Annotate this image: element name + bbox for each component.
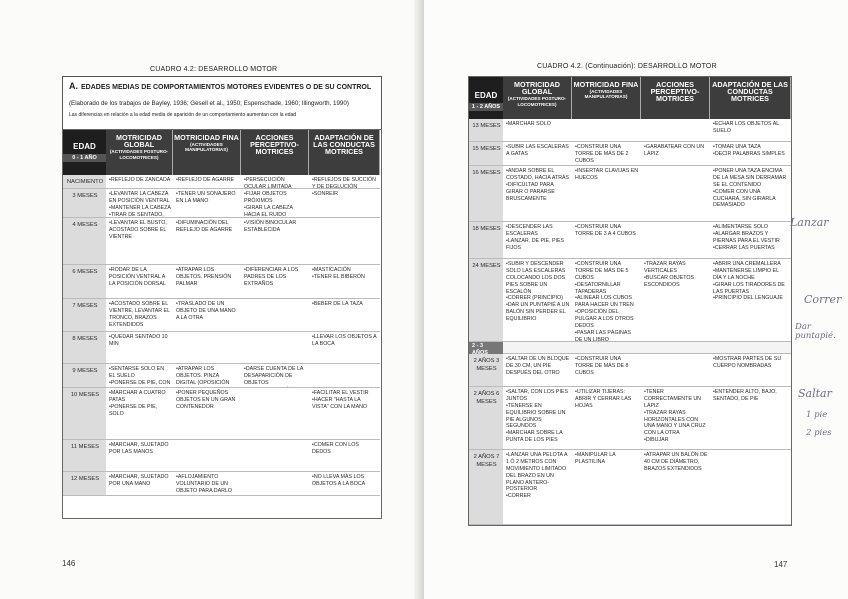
info-box xyxy=(62,76,382,131)
header-motricidad-fina: MOTRICIDAD FINA (ACTIVIDADES MANIPULATORIAS) xyxy=(572,77,641,119)
age-cell: 3 MESES xyxy=(63,189,106,218)
cell-acciones xyxy=(641,222,710,259)
cell-fina xyxy=(173,440,241,472)
left-caption: CUADRO 4.2: DESARROLLO MOTOR xyxy=(150,66,278,73)
header-edad: EDAD 1 - 2 AÑOS xyxy=(469,77,503,119)
header-acciones: ACCIONES PERCEPTIVO-MOTRICES xyxy=(241,130,309,175)
cell-global: •SUBIR LAS ESCALERAS A GATAS xyxy=(503,142,572,166)
separator-cell xyxy=(710,342,791,354)
header-edad: EDAD 0 - 1 AÑO xyxy=(63,130,106,175)
age-cell: 15 MESES xyxy=(469,142,503,166)
cell-global: •RODAR DE LA POSICIÓN VENTRAL A LA POSICIÓN DORSAL xyxy=(106,265,173,299)
age-cell: 24 MESES xyxy=(469,259,503,342)
cell-fina: •TENER UN SONAJERO EN LA MANO xyxy=(173,189,241,218)
cell-global: •MARCHAR A CUATRO PATAS •PONERSE DE PIE, SOLO xyxy=(106,388,173,440)
cell-acciones: •PERSECUCIÓN OCULAR LIMITADA xyxy=(241,175,309,189)
age-cell: 8 MESES xyxy=(63,332,106,364)
cell-adaptacion xyxy=(309,364,380,388)
right-page-number: 147 xyxy=(774,560,788,569)
age-cell: 10 MESES xyxy=(63,388,106,440)
cell-global: •MARCHAR SOLO xyxy=(503,119,572,142)
right-page xyxy=(424,0,848,599)
header-acciones: ACCIONES PERCEPTIVO-MOTRICES xyxy=(641,77,710,119)
cell-global: •SALTAR, CON LOS PIES JUNTOS •TENERSE EN EQUILIBRIO SOBRE UN PIE ALGUNOS SEGUNDOS •MARCHAR SOBRE LA PUNTA DE LOS PIES xyxy=(503,387,572,450)
handwritten-note: 1 pie xyxy=(806,410,828,420)
cell-global: •REFLEJO DE ZANCADA xyxy=(106,175,173,189)
separator-cell xyxy=(503,342,572,354)
cell-acciones xyxy=(241,440,309,472)
cell-adaptacion: •PONER UNA TAZA ENCIMA DE LA MESA SIN DERRAMAR SE EL CONTENIDO •COMER CON UNA CUCHARA, SIN GIRARLA DEMASIADO xyxy=(710,166,791,222)
header-motricidad-global: MOTRICIDAD GLOBAL (ACTIVIDADES POSTURO-LOCOMOTRICES) xyxy=(106,130,173,175)
cell-adaptacion: •COMER CON LOS DEDOS xyxy=(309,440,380,472)
cell-fina: •MANIPULAR LA PLASTILINA xyxy=(572,450,641,525)
cell-global: •LEVANTAR EL BUSTO, ACOSTADO SOBRE EL VIENTRE xyxy=(106,218,173,265)
cell-acciones xyxy=(241,472,309,496)
box-source: (Elaborado de los trabajos de Bayley, 1936; Gesell et al., 1950; Espenschade, 1960; Illingworth, 1990) xyxy=(69,99,349,107)
cell-acciones: •VISIÓN BINOCULAR ESTABLECIDA xyxy=(241,218,309,265)
cell-global: •QUEDAR SENTADO 10 MIN xyxy=(106,332,173,364)
cell-global: •DESCENDER LAS ESCALERAS •LANZAR, DE PIE, PIES FIJOS xyxy=(503,222,572,259)
cell-fina: •TRASLADO DE UN OBJETO DE UNA MANO A LA OTRA xyxy=(173,299,241,332)
cell-global: •ACOSTADO SOBRE EL VIENTRE, LEVANTAR EL TRONCO, BRAZOS EXTENDIDOS xyxy=(106,299,173,332)
age-cell: 12 MESES xyxy=(63,472,106,496)
cell-adaptacion: •TOMAR UNA TAZA •DECIR PALABRAS SIMPLES xyxy=(710,142,791,166)
age-cell: 2 AÑOS 6 MESES xyxy=(469,387,503,450)
cell-acciones xyxy=(641,354,710,387)
header-motricidad-fina: MOTRICIDAD FINA (ACTIVIDADES MANIPULATORIAS) xyxy=(173,130,241,175)
cell-adaptacion: •ABRIR UNA CREMALLERA •MANTENERSE LIMPIO EL DÍA Y LA NOCHE •GIRAR LOS TIRADORES DE LAS PUERTAS •PRINCIPIO DEL LENGUAJE xyxy=(710,259,791,342)
cell-global: •MARCHAR, SUJETADO POR LAS MANOS xyxy=(106,440,173,472)
age-cell: 16 MESES xyxy=(469,166,503,222)
cell-acciones: •TRAZAR RAYAS VERTICALES •BUSCAR OBJETOS ESCONDIDOS xyxy=(641,259,710,342)
header-adaptacion: ADAPTACIÓN DE LAS CONDUCTAS MOTRICES xyxy=(710,77,791,119)
cell-acciones: •TENER CORRECTAMENTE UN LÁPIZ •TRAZAR RAYAS HORIZONTALES CON UNA MANO Y UNA CRUZ CON LA OTRA •DIBUJAR xyxy=(641,387,710,450)
cell-acciones xyxy=(241,332,309,364)
box-letter: A. xyxy=(69,81,78,91)
handwritten-note: Lanzar xyxy=(790,216,829,229)
cell-fina xyxy=(173,332,241,364)
cell-acciones xyxy=(241,388,309,440)
cell-fina: •REFLEJO DE AGARRE xyxy=(173,175,241,189)
cell-fina: •AFLOJAMIENTO VOLUNTARIO DE UN OBJETO PARA DARLO xyxy=(173,472,241,496)
cell-adaptacion: •ALIMENTARSE SOLO •ALARGAR BRAZOS Y PIERNAS PARA EL VESTIR •CERRAR LAS PUERTAS xyxy=(710,222,791,259)
age-group-separator: 2 - 3 AÑOS xyxy=(469,342,503,354)
age-cell: 7 MESES xyxy=(63,299,106,332)
cell-fina: •ATRAPAR LOS OBJETOS. PINZA DIGITAL (OPOSICIÓN xyxy=(173,364,241,388)
cell-adaptacion: •FACILITAR EL VESTIR •HACER "HASTA LA VISTA" CON LA MANO xyxy=(309,388,380,440)
cell-acciones xyxy=(641,166,710,222)
cell-adaptacion: •BEBER DE LA TAZA xyxy=(309,299,380,332)
age-cell: 11 MESES xyxy=(63,440,106,472)
right-table xyxy=(468,76,792,526)
age-cell: 6 MESES xyxy=(63,265,106,299)
cell-adaptacion: •NO LLEVA MÁS LOS OBJETOS A LA BOCA xyxy=(309,472,380,496)
cell-acciones xyxy=(241,299,309,332)
cell-global: •MARCHAR, SUJETADO POR UNA MANO xyxy=(106,472,173,496)
header-motricidad-global: MOTRICIDAD GLOBAL (ACTIVIDADES POSTURO-LOCOMOTRICES) xyxy=(503,77,572,119)
left-table xyxy=(62,129,382,519)
cell-global: •LANZAR UNA PELOTA A 1 Ó 2 METROS CON MOVIMIENTO LIMITADO DEL BRAZO EN UN PLANO ANTERO-POSTERIOR •CORRER xyxy=(503,450,572,525)
cell-adaptacion: •MASTICACIÓN •TENER EL BIBERÓN xyxy=(309,265,380,299)
cell-global: •LEVANTAR LA CABEZA EN POSICIÓN VENTRAL •MANTENER LA CABEZA •TIRAR DE SENTADO, xyxy=(106,189,173,218)
right-caption: CUADRO 4.2. (Continuación): DESARROLLO MOTOR xyxy=(537,63,717,70)
separator-cell xyxy=(572,342,641,354)
cell-acciones: •FIJAR OBJETOS PRÓXIMOS •GIRAR LA CABEZA HACIA EL RUIDO xyxy=(241,189,309,218)
cell-adaptacion: •ENTENDER ALTO, BAJO, SENTADO, DE PIE xyxy=(710,387,791,450)
handwritten-note: Dar puntapié. xyxy=(795,322,836,342)
cell-fina: •ATRAPAR LOS OBJETOS. PRENSIÓN PALMAR xyxy=(173,265,241,299)
cell-fina: •INSERTAR CLAVIJAS EN HUECOS xyxy=(572,166,641,222)
left-page-number: 146 xyxy=(62,559,76,568)
box-note: Las diferencias en relación a la edad media de aparición de un comportamiento aumentan con la edad xyxy=(69,111,297,118)
age-cell: 13 MESES xyxy=(469,119,503,142)
header-adaptacion: ADAPTACIÓN DE LAS CONDUCTAS MOTRICES xyxy=(309,130,380,175)
age-cell: 4 MESES xyxy=(63,218,106,265)
age-cell: 9 MESES xyxy=(63,364,106,388)
cell-acciones xyxy=(641,119,710,142)
cell-fina: •CONSTRUIR UNA TORRE DE MÁS DE 5 CUBOS •DESATORNILLAR TAPADERAS •ALINEAR LOS CUBOS PARA HACER UN TREN •OPOSICIÓN DEL PULGAR A LOS OTROS DEDOS •PASAR LAS PÁGINAS DE UN LIBRO xyxy=(572,259,641,342)
handwritten-note: Saltar xyxy=(798,387,832,400)
cell-fina xyxy=(572,119,641,142)
cell-acciones: •DARSE CUENTA DE LA DESAPARICIÓN DE OBJETOS xyxy=(241,364,309,388)
separator-cell xyxy=(641,342,710,354)
cell-acciones: •ATRAPAR UN BALÓN DE 40 CM DE DIÁMETRO, BRAZOS EXTENDIDOS xyxy=(641,450,710,525)
cell-fina: •CONSTRUIR UNA TORRE DE MÁS DE 2 CUBOS xyxy=(572,142,641,166)
cell-acciones: •DIFERENCIAR A LOS PADRES DE LOS EXTRAÑOS xyxy=(241,265,309,299)
cell-fina: •UTILIZAR TIJERAS: ABRIR Y CERRAR LAS HOJAS xyxy=(572,387,641,450)
age-cell: 18 MESES xyxy=(469,222,503,259)
cell-adaptacion: •LLEVAR LOS OBJETOS A LA BOCA xyxy=(309,332,380,364)
handwritten-note: 2 pies xyxy=(806,428,832,438)
cell-global: •SALTAR DE UN BLOQUE DE 30 CM, UN PIE DESPUÉS DEL OTRO xyxy=(503,354,572,387)
cell-global: •SENTARSE SOLO EN EL SUELO •PONERSE DE PIE, CON xyxy=(106,364,173,388)
cell-fina: •CONSTRUIR UNA TORRE DE MÁS DE 8 CUBOS xyxy=(572,354,641,387)
cell-adaptacion xyxy=(309,218,380,265)
cell-fina: •PONER PEQUEÑOS OBJETOS EN UN GRAN CONTENEDOR xyxy=(173,388,241,440)
cell-adaptacion: •SONREIR xyxy=(309,189,380,218)
cell-adaptacion: •MOSTRAR PARTES DE SU CUERPO NOMBRADAS xyxy=(710,354,791,387)
cell-adaptacion: •ECHAR LOS OBJETOS AL SUELO xyxy=(710,119,791,142)
cell-acciones: •GARABATEAR CON UN LÁPIZ xyxy=(641,142,710,166)
handwritten-note: Correr xyxy=(804,293,842,306)
cell-adaptacion xyxy=(710,450,791,525)
age-cell: NACIMIENTO xyxy=(63,175,106,189)
age-cell: 2 AÑOS 7 MESES xyxy=(469,450,503,525)
cell-adaptacion: •REFLEJOS DE SUCCIÓN Y DE DEGLUCIÓN xyxy=(309,175,380,189)
cell-fina: •CONSTRUIR UNA TORRE DE 3 A 4 CUBOS xyxy=(572,222,641,259)
box-title: EDADES MEDIAS DE COMPORTAMIENTOS MOTORES EVIDENTES O DE SU CONTROL xyxy=(81,84,372,91)
cell-fina: •DIFUMINACIÓN DEL REFLEJO DE AGARRE xyxy=(173,218,241,265)
age-cell: 2 AÑOS 3 MESES xyxy=(469,354,503,387)
cell-global: •ANDAR SOBRE EL COSTADO, HACIA ATRÁS •DIFICULTAD PARA GIRAR O PARARSE BRUSCAMENTE xyxy=(503,166,572,222)
cell-global: •SUBIR Y DESCENDER SOLO LAS ESCALERAS COLOCANDO LOS DOS PIES SOBRE UN ESCALÓN •CORRER (PRINCIPIO) •DAR UN PUNTAPIÉ A UN BALÓN SIN PERDER EL EQUILIBRIO xyxy=(503,259,572,342)
